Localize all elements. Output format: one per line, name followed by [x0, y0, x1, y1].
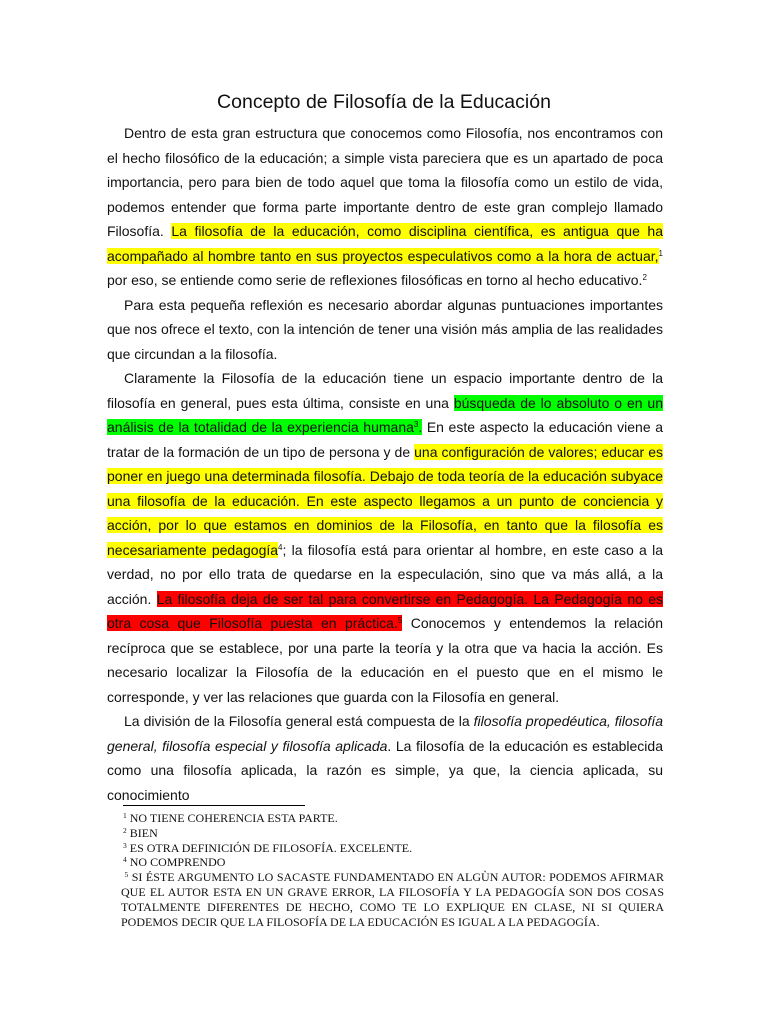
footnote-number: 2	[123, 825, 127, 835]
footnote-ref-3[interactable]: 3	[413, 420, 419, 429]
paragraph-4	[107, 709, 663, 807]
footnote-2	[123, 826, 664, 841]
yellow-highlight: La filosofía de la educación, como disciplina científica, es antigua que ha acompañado al hombre tanto en sus proyectos especulativos como a la hora de actuar,	[107, 223, 663, 264]
text-segment: En este aspecto la educación viene a tratar de la formación de un tipo de persona y de	[107, 419, 663, 460]
yellow-highlight: una configuración de valores; educar es poner en juego una determinada filosofía. Debajo de toda teoría de la educación subyace una filosofía de la educación. En este aspecto llegamos a un punto de conciencia y acción, por lo que estamos en dominios de la Filosofía, en tanto que la filosofía es necesariamente pedagogía	[107, 443, 663, 558]
paragraph-3	[107, 366, 663, 709]
footnote-5	[121, 870, 664, 929]
paragraph-1	[107, 121, 663, 293]
footnote-4	[123, 855, 664, 870]
footnote-ref-5[interactable]: 5	[397, 616, 403, 625]
text-segment: ; la filosofía está para orientar al hombre, en este caso a la verdad, no por ello trata de quedarse en la especulación, sino que va más allá, a la acción.	[107, 541, 663, 607]
red-highlight-text: La filosofía deja de ser tal para convertirse en Pedagogía. La Pedagogía no es otra cosa que Filosofía puesta en práctica.	[107, 590, 664, 631]
footnote-number: 1	[123, 811, 127, 820]
footnote-ref-2[interactable]: 2	[642, 273, 647, 282]
footnote-ref-1[interactable]: 1	[658, 248, 663, 258]
text-segment: por eso, se entiende como serie de reflexiones filosóficas en torno al hecho educativo.	[107, 272, 643, 288]
footnote-ref-4[interactable]: 4	[278, 542, 283, 552]
footnote-number: 3	[123, 840, 127, 850]
italic-text: filosofía propedéutica, filosofía general, filosofía especial y filosofía aplicada	[107, 713, 663, 754]
text-segment: Conocemos y entendemos la relación recíproca que se establece, por una parte la teoría y la otra que va hacia la acción. Es necesario localizar la Filosofía de la educación en el puesto que en el mismo le corresponde, y ver las relaciones que guarda con la Filosofía en general.	[107, 615, 663, 705]
green-highlight-text: búsqueda de lo absoluto o en un análisis de la totalidad de la experiencia humana	[107, 394, 664, 435]
footnote-text: ES OTRA DEFINICIÓN DE FILOSOFÍA. EXCELENTE.	[129, 840, 413, 855]
page-title: Concepto de Filosofía de la Educación	[217, 91, 551, 113]
footnote-number: 4	[123, 855, 127, 865]
footnotes	[123, 811, 664, 929]
footnote-3	[123, 841, 664, 856]
document-body	[107, 121, 663, 807]
footnote-text: BIEN	[129, 825, 158, 840]
text-segment: Dentro de esta gran estructura que conocemos como Filosofía, nos encontramos con el hecho filosófico de la educación; a simple vista pareciera que es un apartado de poca importancia, pero para bien de todo aquel que toma la filosofía como un estilo de vida, podemos entender que forma parte importante dentro de este gran complejo llamado Filosofía.	[107, 125, 663, 239]
footnote-text: SI ÉSTE ARGUMENTO LO SACASTE FUNDAMENTADO EN ALGÙN AUTOR: PODEMOS AFIRMAR QUE EL AUTOR ESTA EN UN GRAVE ERROR, LA FILOSOFÍA Y LA PEDAGOGÍA SON DOS COSAS TOTALMENTE DIFERENTES DE HECHO, COMO TE LO EXPLIQUE EN CLASE, NI SI QUIERA PODEMOS DECIR QUE LA FILOSOFÍA DE LA EDUCACIÓN ES IGUAL A LA PEDAGOGÍA.	[121, 870, 665, 929]
footnote-number: 5	[124, 870, 129, 880]
footnote-text: NO COMPRENDO	[129, 855, 226, 870]
green-highlight-end: .	[418, 419, 423, 435]
text-segment: Claramente la Filosofía de la educación tiene un espacio importante dentro de la filosofía en general, pues esta última, consiste en una	[107, 370, 663, 411]
footnote-1	[123, 811, 664, 826]
footnote-text: NO TIENE COHERENCIA ESTA PARTE.	[129, 811, 338, 825]
text-segment: . La filosofía de la educación es establecida como una filosofía aplicada, la razón es simple, ya que, la ciencia aplicada, su conocimiento	[107, 737, 663, 803]
paragraph-2: Para esta pequeña reflexión es necesario abordar algunas puntuaciones importantes que nos ofrece el texto, con la intención de tener una visión más amplia de las realidades que circundan a la filosofía.	[107, 296, 663, 362]
footnote-divider	[123, 805, 305, 806]
text-segment: La división de la Filosofía general está compuesta de la	[124, 713, 474, 729]
